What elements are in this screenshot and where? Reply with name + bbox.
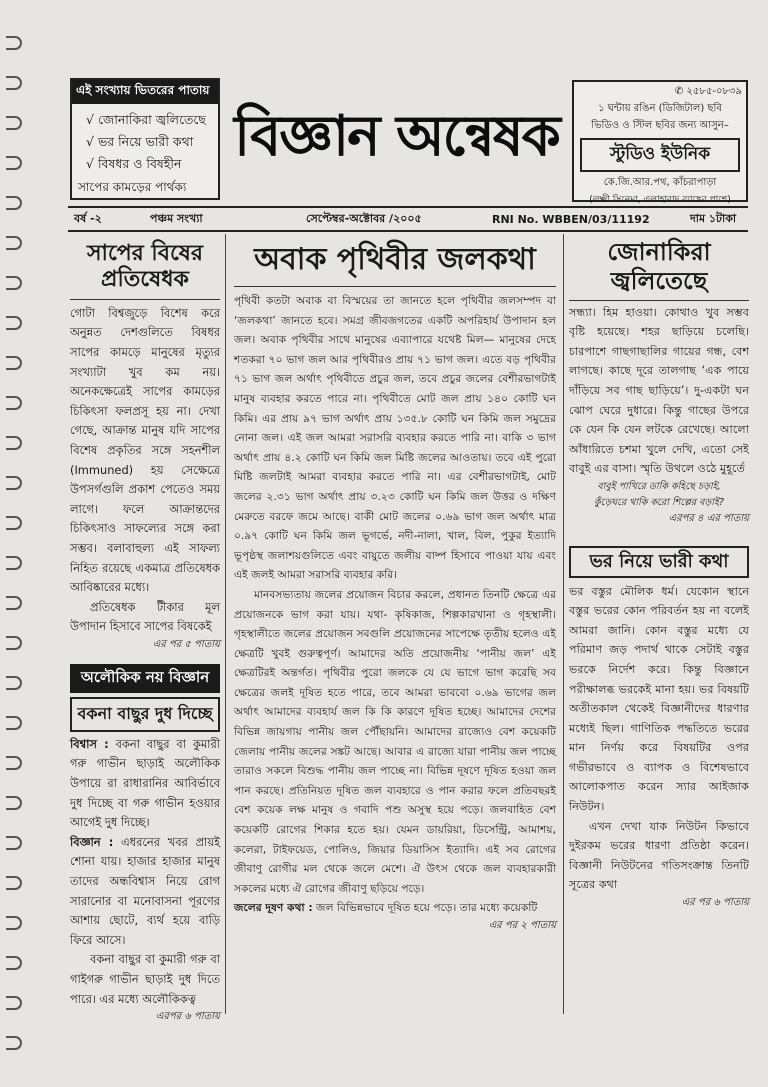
article-body: ভর বস্তুর মৌলিক ধর্ম। যেকোন স্থানে বস্তুর ভরের কোন পরিবর্তন হয় না বলেই আমরা জানি। কোন বস্তুর মধ্যে যে পরিমাণ জড় পদার্থ থাকে সেটাই বস্তুর ভরকে নির্দেশ করে। কিন্তু বিজ্ঞানে পরীক্ষালব্ধ ভরকেই মানা হয়। ভর বিষয়টি অতীতকাল থেকেই বিজ্ঞানীদের ধারণার মধ্যেই ছিল। গাণিতিক পদ্ধতিতে ভরের মান নির্ণয় করে বিষয়টির ওপর গভীরভাবে ও ব্যাপক ও বিশেষভাবে আলোকপাত করেন স্যার আইজাক নিউটন। [569, 584, 749, 814]
binding-hole [6, 156, 22, 170]
binding-hole [6, 1036, 22, 1050]
headline-line: সাপের বিষের [86, 240, 204, 266]
binding-hole [6, 676, 22, 690]
rni-number: RNI No. WBBEN/03/11192 [492, 212, 650, 226]
poem-line: বাবুই পাখিরে ডাকি কহিছে চড়াই, [597, 480, 721, 492]
divider [234, 286, 556, 287]
article-headline[interactable] [70, 240, 220, 293]
subsection-label: জলের দূষণ কথা : [234, 901, 313, 915]
article-body: বকনা বাছুর বা কুমারী গরু বা গাইগরু গাভীন ছাড়াই দুধ দিতে পারে। এর মধ্যে অলৌকিকত্ব [70, 952, 220, 1006]
ad-line: ভিডিও ও স্টিল ছবির জন্য আসুন– [591, 120, 729, 131]
issue-price: দাম ১টাকা [690, 211, 737, 225]
binding-hole [6, 996, 22, 1010]
paragraph-text: জল বিভিন্নভাবে দূষিত হয়ে পড়ে। তার মধ্যে কয়েকটি [316, 901, 538, 915]
binding-hole [6, 516, 22, 530]
ad-address: কে.জি.আর.পথ, কাঁচরাপাড়া [603, 177, 717, 188]
headline-line: জোনাকিরা [607, 237, 711, 266]
issue-year: বর্ষ -২ [74, 211, 102, 225]
binding-hole [6, 636, 22, 650]
issue-date: সেপ্টেম্বর-অক্টোবর /২০০৫ [306, 211, 422, 225]
binding-hole [6, 276, 22, 290]
binding-hole [6, 836, 22, 850]
contents-item[interactable]: √ ভর নিয়ে ভারী কথা [86, 134, 194, 149]
ad-phone: ✆ ২৫৮৫-০৮৩৯ [674, 86, 742, 97]
binding-hole [6, 116, 22, 130]
label-belief: বিশ্বাস : [70, 736, 109, 751]
column-divider [563, 234, 564, 1014]
contents-item-continued: সাপের কামড়ের পার্থক্য [78, 180, 187, 194]
article-body: প্রতিষেধক টীকার মূল উপাদান হিসাবে সাপের বিষকেই [70, 599, 220, 634]
binding-hole [6, 356, 22, 370]
binding-hole [6, 596, 22, 610]
headline-line: প্রতিষেধক [101, 266, 189, 293]
article-headline[interactable]: ভর নিয়ে ভারী কথা [569, 546, 749, 578]
binding-hole [6, 716, 22, 730]
contents-box [70, 78, 220, 200]
ad-address-note: (লক্ষ্মী সিনেমা, এলাহাবাদ ব্যাঙ্কের পাশে) [589, 195, 731, 205]
poem-quote [569, 479, 749, 511]
binding-hole [6, 236, 22, 250]
studio-advertisement [572, 80, 748, 205]
article-body: সন্ধ্যা। হিম হাওয়া। কোথাও খুব সম্ভব বৃষ্টি হয়েছে। শহর ছাড়িয়ে চলেছি। চারপাশে গাছগাছালির গায়ের গন্ধ, বেশ লাগছে। কাছে দূরে তালগাছ ‘এক পায়ে দাঁড়িয়ে সব গাছ ছাড়িয়ে’। দু-একটা ঘন ঝোপ ঘেরে দুধারে। কিন্তু গাছের উপরে কে যেন কি যেন লটকে রেখেছে। আলো আঁধারিতে চশমা খুলে দেখি, এতো সেই বাবুই এর বাসা। স্মৃতি উথলে ওঠে মুহূর্তে [569, 305, 749, 476]
binding-hole [6, 436, 22, 450]
article-headline[interactable]: অবাক পৃথিবীর জলকথা [254, 242, 536, 277]
paragraph-text: বকনা বাছুর বা কুমারী গরু গাভীন ছাড়াই অলৌকিক উপায়ে রা রাধারানির আবির্ভাবে দুধ দিচ্ছে বা গরু গাভীন হওয়ার আগেই দুধ দিচ্ছে। [70, 736, 221, 830]
label-science: বিজ্ঞান : [70, 834, 114, 849]
article-body: পৃথিবী কতটা অবাক বা বিস্ময়ের তা জানতে হলে পৃথিবীর জলসম্পদ বা ‘জলকথা’ জানতে হবে। সমগ্র জীবজগতের একটি অপরিহার্য উপাদান হল জল। অবাক পৃথিবীর সাথে মানুষের এব্যাপারে যথেষ্ট মিল— মানুষের দেহে শতকরা ৭০ ভাগ জল আর পৃথিবীরও প্রায় ৭১ ভাগ জল। এতে বড় পৃথিবীর ৭১ ভাগ জল অর্থাৎ পৃথিবীতে প্রচুর জল, তবে প্রচুর জলের বেশীরভাগটাই মানুষ ব্যবহার করতে পারে না। পৃথিবীতে মোট জল প্রায় ১৪০ কোটি ঘন কিমি। এর প্রায় ৯৭ ভাগ অর্থাৎ প্রায় ১৩৫.৮ কোটি ঘন কিমি জল সমুদ্রের নোনা জল। এই জল আমরা সরাসরি ব্যবহার করতে পারি না। বাকি ৩ ভাগ অর্থাৎ প্রায় ৪.২ কোটি ঘন কিমি জল মিষ্টি জলের আওতায়। তবে এই পুরো মিষ্টি জলটাই আমরা ব্যবহার করতে পারি না। এর বেশীরভাগটাই, মোট জলের ২.৩১ ভাগ অর্থাৎ প্রায় ৩.২৩ কোটি ঘন কিমি জল উত্তর ও দক্ষিণ মেরুতে বরফে জমে আছে। বাকী মোট জলের ০.৬৯ ভাগ জল অর্থাৎ মাত্র ০.৯৭ কোটি ঘন কিমি জল ভূগর্ভে, নদী-নালা, খাল, বিল, পুকুর ইত্যাদি ভূপৃষ্ঠস্থ জলাশয়গুলিতে এবং বায়ুতে জলীয় বাষ্প হিসাবে পাওয়া যায় এবং এই জলই আমরা সরাসরি ব্যবহার করি। [234, 294, 556, 582]
poem-line: কুঁড়েঘরে থাকি করো শিল্পের বড়াই? [594, 496, 724, 508]
right-column [569, 232, 749, 912]
contents-item[interactable]: √ জোনাকিরা জ্বলিতেছে [86, 112, 206, 127]
divider [70, 299, 220, 300]
column-divider [225, 234, 226, 1014]
article-body [70, 833, 220, 951]
issue-info-bar [68, 206, 748, 232]
spiral-binding [6, 28, 34, 1068]
ad-line: ১ ঘন্টায় রঙিন (ডিজিটাল) ছবি [598, 103, 722, 114]
article-body: মানবসভ্যতায় জলের প্রয়োজন বিচার করলে, প্রধানত তিনটি ক্ষেত্রে এর প্রয়োজনকে ভাগ করা যায়। যথা- কৃষিকাজ, শিল্পকারখানা ও গৃহস্থালী। গৃহস্থালীতে জলের প্রয়োজন সবগুলি প্রয়োজনের সাপেক্ষে তৃতীয় হলেও এই ক্ষেত্রটি খুবই গুরুত্বপূর্ণ। আমাদের অতি প্রয়োজনীয় ‘পানীয় জল’ এই ক্ষেত্রটিরই অন্তর্গত। পৃথিবীর পুরো জলকে যে যে ভাগে ভাগ করেছি সব ক্ষেত্রের জলই দূষিত হতে পারে, তবে আমরা ভাববো ০.৬৯ ভাগের জল অর্থাৎ আমাদের ব্যবহার্য জল কি কি কারণে দূষিত হচ্ছে। আমাদের দেশের বিভিন্ন জায়গায় পানীয় জল পৌঁছায়নি। আমাদের রাজ্যেও বেশ কয়েকটি জেলায় পানীয় জলের সঙ্কট আছে। আবার এ রাজ্যে যারা পানীয় জল পাচ্ছে তারাও সকলে বিশুদ্ধ পানীয় জল পাচ্ছে না। বিভিন্ন দূষণে দূষিত হওয়া জল পান করছে। প্রতিনিয়ত দূষিত জল ব্যবহারে ও পান করার ফলে প্রতিবছরই বেশ কয়েক লক্ষ মানুষ ও গবাদি পশু অসুস্থ হয়ে পড়ে। জলবাহিত বেশ কয়েকটি রোগের শিকার হতে হয়। যেমন ডায়রিয়া, ডিসেন্ট্রি, আমাশয়, কলেরা, টাইফয়েড, পোলিও, জিয়ার ডিয়াসিস ইত্যাদি। এই সব রোগের জীবাণু রোগীর মল থেকে জলে মেশে। ঐ উৎস থেকে জল ব্যবহারকারী সকলের মধ্যে ঐ রোগের জীবাণু ছড়িয়ে পড়ে। [234, 587, 556, 895]
binding-hole [6, 36, 22, 50]
binding-hole [6, 956, 22, 970]
article-body: গোটা বিশ্বজুড়ে বিশেষ করে অনুন্নত দেশগুলিতে বিষধর সাপের কামড়ে মানুষের মৃত্যুর সংখ্যাটা খুব কম নয়। অনেকক্ষেত্রেই সাপের কামড়ের চিকিৎসা ফলপ্রসূ হয় না। দেখা গেছে, আক্রান্ত মানুষ যদি সাপের বিশেষ প্রকৃতির সঙ্গে সহনশীল (Immuned) হয় সেক্ষেত্রে উপসর্গগুলি প্রকাশ পেতেও সময় লাগে। ফলে আক্রান্তদের চিকিৎসাও সাফল্যের সঙ্গে করা সম্ভব। বলাবাহুল্য এই সাফল্য নিহিত রয়েছে একমাত্র প্রতিষেধক আবিষ্কারের মধ্যে। [70, 305, 220, 595]
binding-hole [6, 76, 22, 90]
binding-hole [6, 316, 22, 330]
binding-hole [6, 876, 22, 890]
binding-hole [6, 916, 22, 930]
binding-hole [6, 756, 22, 770]
ad-studio-name: স্টুডিও ইউনিক [580, 138, 740, 172]
continued-note: এরপর ৪ এর পাতায় [668, 512, 749, 524]
continued-note: এর পর ২ পাতায় [488, 920, 556, 931]
article-body: এখন দেখা যাক নিউটন কিভাবে দুইরকম ভরের ধারণা প্রতিষ্ঠা করেন। বিজ্ঞানী নিউটনের গতিসংক্রান্ত তিনটি সূত্রের কথা [569, 819, 749, 892]
article-body [70, 735, 220, 833]
article-body [234, 898, 556, 918]
article-headline[interactable] [569, 238, 749, 296]
masthead-title: বিজ্ঞান অন্বেষক [234, 103, 559, 169]
binding-hole [6, 476, 22, 490]
divider [569, 300, 749, 301]
binding-hole [6, 396, 22, 410]
binding-hole [6, 556, 22, 570]
continued-note: এরপর ৬ পাতায় [155, 1011, 220, 1023]
center-column [234, 232, 556, 935]
issue-number: পঞ্চম সংখ্যা [150, 211, 203, 225]
contents-heading: এই সংখ্যায় ভিতরের পাতায় [72, 80, 218, 104]
section-label: অলৌকিক নয় বিজ্ঞান [70, 664, 220, 693]
paragraph-text: এধরনের খবর প্রায়ই শোনা যায়। হাজার হাজার মানুষ তাদের অন্ধবিশ্বাস নিয়ে রোগ সারানোর বা মনোবাসনা পূরণের আশায় ছোটে, ব্যর্থ হয়ে বাড়ি ফিরে আসে। [70, 834, 220, 947]
continued-note: এর পর ৫ পাতায় [152, 638, 220, 650]
binding-hole [6, 796, 22, 810]
contents-item[interactable]: √ বিষধর ও বিষহীন [86, 156, 182, 171]
article-headline[interactable]: বকনা বাছুর দুধ দিচ্ছে [70, 697, 220, 732]
binding-hole [6, 196, 22, 210]
continued-note: এর পর ৬ পাতায় [681, 897, 749, 909]
headline-line: জ্বলিতেছে [610, 265, 708, 295]
left-column [70, 232, 220, 1026]
